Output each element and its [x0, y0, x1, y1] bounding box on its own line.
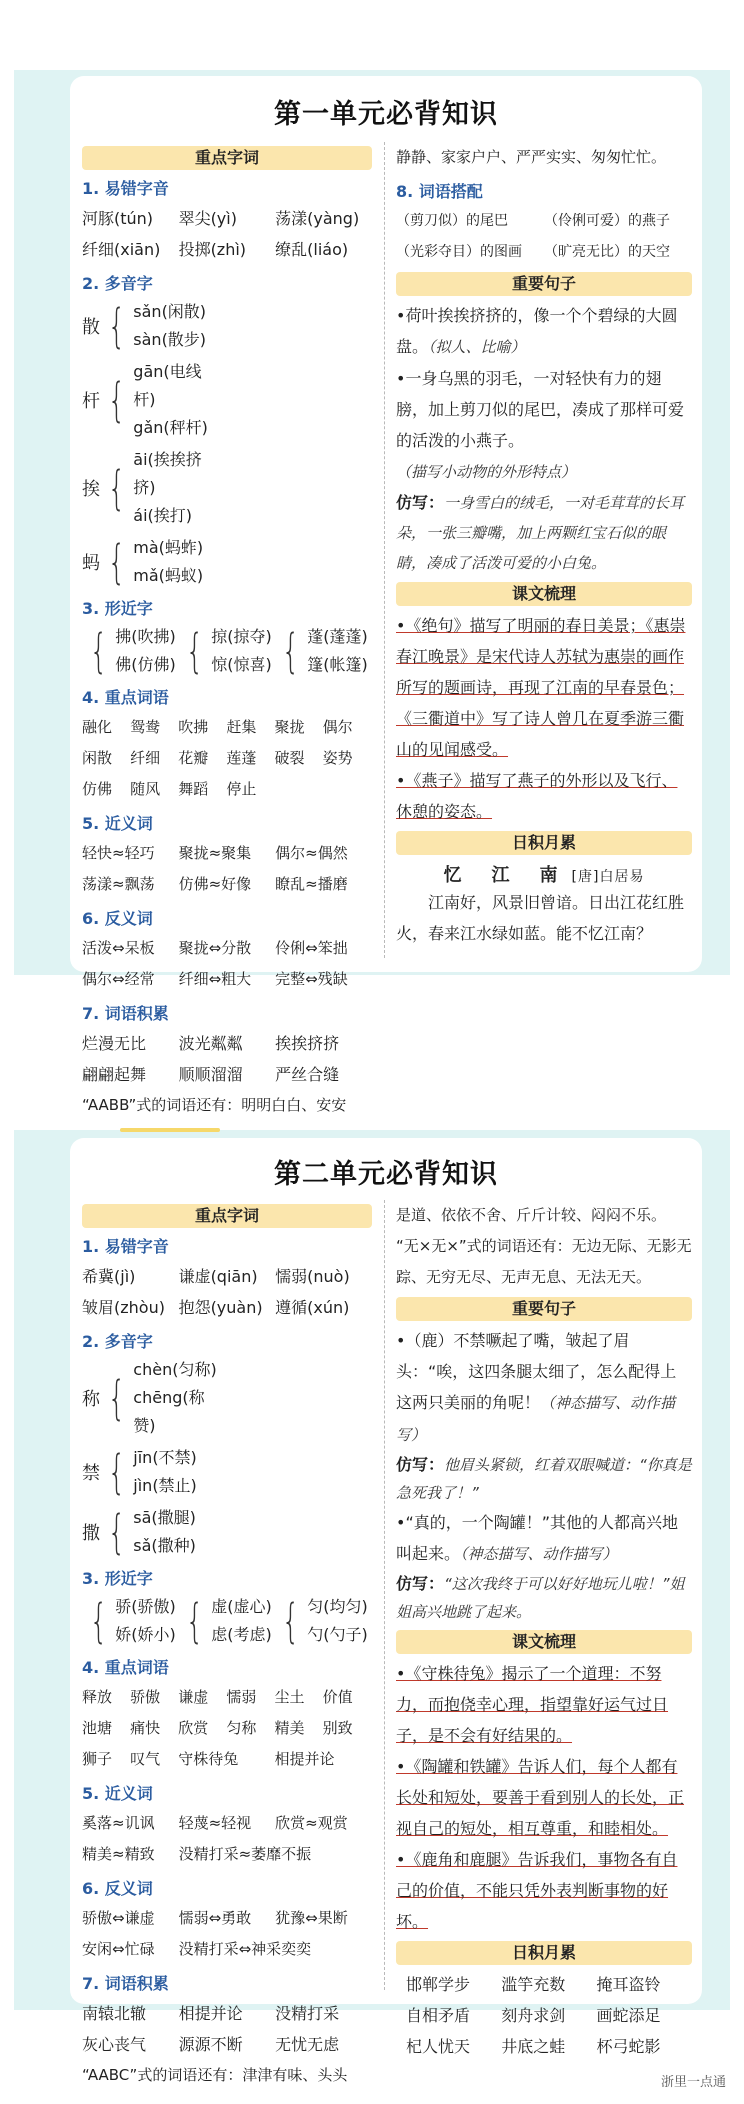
brace-icon: {	[185, 1594, 204, 1648]
similar-char: 篷(帐篷)	[307, 655, 368, 674]
list-item: 懦弱	[226, 1688, 257, 1706]
list-item: 骄傲	[130, 1688, 161, 1706]
list-item: 安闲⇔忙碌	[82, 1940, 155, 1958]
unit1-section-similar-chars: 3. 形近字	[82, 599, 153, 618]
list-item: 骄傲⇔谦虚	[82, 1909, 155, 1927]
list-item: 鸳鸯	[130, 718, 161, 736]
list-item: 顺顺溜溜	[178, 1065, 243, 1084]
list-item: 严丝合缝	[275, 1065, 340, 1084]
list-item: 纤细	[130, 749, 161, 767]
list-item: 偶尔⇔经常	[82, 970, 155, 988]
unit1-section-antonyms: 6. 反义词	[82, 909, 153, 928]
list-item: （光彩夺目）的图画	[396, 244, 522, 260]
polyphonic-group	[82, 358, 222, 442]
unit2-daily-header: 日积月累	[396, 1941, 692, 1965]
reading: ái(挨打)	[133, 506, 193, 525]
polyphonic-group	[82, 534, 222, 590]
polyphonic-char: 蚂	[82, 553, 100, 574]
brace-icon: {	[107, 535, 126, 589]
decorative-bar	[120, 1128, 220, 1132]
polyphonic-char: 挨	[82, 479, 100, 500]
unit1-card	[70, 76, 702, 1114]
unit2-similar-chars-list	[82, 1593, 372, 1649]
unit1-polyphonic-list	[82, 298, 372, 590]
list-item: （伶俐可爱）的燕子	[544, 213, 670, 229]
list-item: 滥竽充数	[501, 1975, 566, 1994]
list-item: 画蛇添足	[596, 2006, 661, 2025]
unit2-idioms-list	[396, 1969, 692, 2062]
similar-char: 虚(虚心)	[211, 1597, 272, 1616]
similar-char: 惊(惊喜)	[211, 655, 272, 674]
reading: chèn(匀称)	[133, 1360, 217, 1379]
column-divider	[384, 142, 385, 958]
list-item: 偶尔	[322, 718, 353, 736]
reading: gǎn(秤杆)	[133, 418, 208, 437]
unit2-section-accumulation: 7. 词语积累	[82, 1974, 169, 1993]
list-item: 仿佛≈好像	[178, 875, 252, 893]
polyphonic-char: 杆	[82, 391, 100, 412]
unit1-collocation-list	[396, 206, 692, 268]
list-item: 伶俐⇔笨拙	[275, 939, 348, 957]
unit2-wuxwux-note: “无×无×”式的词语还有：无边无际、无影无踪、无穷无尽、无声无息、无法无天。	[396, 1237, 692, 1286]
unit1-section-synonyms: 5. 近义词	[82, 814, 153, 833]
list-item: 相提并论	[274, 1750, 335, 1768]
reading: sā(撒腿)	[133, 1508, 196, 1527]
reading: jìn(禁止)	[133, 1476, 197, 1495]
brace-icon: {	[107, 373, 126, 427]
list-item: 无忧无虑	[275, 2035, 340, 2054]
reading: mà(蚂蚱)	[133, 538, 204, 557]
similar-char: 娇(娇小)	[115, 1625, 176, 1644]
list-item: 奚落≈讥讽	[82, 1814, 155, 1832]
similar-group	[82, 1593, 178, 1649]
unit1-antonyms-list	[82, 933, 372, 995]
unit1-section-collocation: 8. 词语搭配	[396, 182, 483, 201]
unit1-similar-chars-list	[82, 623, 372, 679]
list-item: 抱怨(yuàn)	[178, 1298, 263, 1317]
imitation-label: 仿写：	[396, 1455, 445, 1474]
poem-author: [唐]白居易	[571, 869, 645, 885]
list-item: 聚拢≈聚集	[178, 844, 252, 862]
polyphonic-group	[82, 1444, 222, 1500]
list-item: 犹豫⇔果断	[275, 1909, 348, 1927]
sentence-note: （神态描写、动作描写）	[396, 1394, 676, 1444]
reading: gān(电线杆)	[133, 362, 202, 409]
similar-char: 骄(骄傲)	[115, 1597, 176, 1616]
unit1-section-pronunciation: 1. 易错字音	[82, 179, 169, 198]
similar-char: 勺(勺子)	[307, 1625, 368, 1644]
list-item: 灰心丧气	[82, 2035, 147, 2054]
polyphonic-char: 称	[82, 1389, 100, 1410]
brace-icon: {	[107, 461, 126, 515]
polyphonic-group	[82, 446, 222, 530]
list-item: 痛快	[130, 1719, 161, 1737]
list-item: 希冀(jì)	[82, 1267, 136, 1286]
list-item: （旷亮无比）的天空	[544, 244, 670, 260]
list-item: 荡漾≈飘荡	[82, 875, 155, 893]
unit1-section-accumulation: 7. 词语积累	[82, 1004, 169, 1023]
unit2-text-summary-2: •《陶罐和铁罐》告诉人们，每个人都有长处和短处，要善于看到别人的长处，正视自己的短处，相互尊重，和睦相处。	[396, 1757, 685, 1838]
unit2-key-words-header: 重点字词	[82, 1204, 372, 1228]
unit1-title: 第一单元必背知识	[274, 99, 498, 130]
poem-title-text: 忆 江 南	[443, 865, 564, 886]
polyphonic-char: 散	[82, 317, 100, 338]
list-item: 狮子	[82, 1750, 113, 1768]
polyphonic-group	[82, 1356, 222, 1440]
footer-watermark: 浙里一点通	[660, 2075, 726, 2090]
unit1-accumulation-list	[82, 1028, 372, 1090]
list-item: 仿佛	[82, 780, 113, 798]
list-item: 缭乱(liáo)	[275, 240, 349, 259]
poem-title	[396, 861, 692, 887]
unit2-imitation-2	[396, 1570, 692, 1626]
polyphonic-char: 撒	[82, 1523, 100, 1544]
list-item: 翩翩起舞	[82, 1065, 147, 1084]
brace-icon: {	[281, 1594, 300, 1648]
list-item: 懦弱⇔勇敢	[178, 1909, 252, 1927]
reading: āi(挨挨挤挤)	[133, 450, 202, 497]
polyphonic-group	[82, 298, 222, 354]
brace-icon: {	[107, 299, 126, 353]
list-item: 烂漫无比	[82, 1034, 147, 1053]
reading: sàn(散步)	[133, 330, 207, 349]
unit1-aabb-continued: 静静、家家户户、严严实实、匆匆忙忙。	[396, 148, 667, 166]
reading: sǎn(闲散)	[133, 302, 207, 321]
list-item: 池塘	[82, 1719, 113, 1737]
list-item: 破裂	[274, 749, 305, 767]
list-item: 翠尖(yì)	[178, 209, 237, 228]
unit2-section-synonyms: 5. 近义词	[82, 1784, 153, 1803]
unit2-section-pronunciation: 1. 易错字音	[82, 1237, 169, 1256]
unit2-synonyms-list	[82, 1808, 372, 1870]
unit1-right-column	[396, 142, 692, 949]
list-item: 荡漾(yàng)	[275, 209, 360, 228]
brace-icon: {	[107, 1371, 126, 1425]
unit1-daily-header: 日积月累	[396, 831, 692, 855]
brace-icon: {	[281, 624, 300, 678]
unit2-aabc-note: “AABC”式的词语还有：津津有味、头头	[82, 2066, 348, 2084]
unit1-aabb-note: “AABB”式的词语还有：明明白白、安安	[82, 1096, 347, 1114]
list-item: 瞭乱≈播磨	[275, 875, 348, 893]
unit1-imitation	[396, 488, 692, 578]
unit2-text-summary-1: •《守株待兔》揭示了一个道理：不努力，而抱侥幸心理，指望靠好运气过日子，是不会有好结果的。	[396, 1664, 669, 1745]
similar-char: 蓬(蓬蓬)	[307, 627, 368, 646]
brace-icon: {	[107, 1505, 126, 1559]
list-item: （剪刀似）的尾巴	[396, 213, 508, 229]
brace-icon: {	[185, 624, 204, 678]
similar-char: 匀(均匀)	[307, 1597, 368, 1616]
unit2-accumulation-list	[82, 1998, 372, 2060]
unit2-sentences-header: 重要句子	[396, 1297, 692, 1321]
unit2-antonyms-list	[82, 1903, 372, 1965]
polyphonic-group	[82, 1504, 222, 1560]
list-item: 相提并论	[178, 2004, 243, 2023]
list-item: 纤细(xiān)	[82, 240, 161, 259]
unit1-sentence-2	[396, 363, 692, 488]
list-item: 轻蔑≈轻视	[178, 1814, 252, 1832]
list-item: 懦弱(nuò)	[275, 1267, 350, 1286]
reading: chēng(称赞)	[133, 1388, 205, 1435]
list-item: 花瓣	[178, 749, 209, 767]
list-item: 遵循(xún)	[275, 1298, 350, 1317]
list-item: 随风	[130, 780, 161, 798]
sentence-text: •荷叶挨挨挤挤的，像一个个碧绿的大圆盘。	[396, 306, 678, 356]
list-item: 吹拂	[178, 718, 209, 736]
unit2-left-column	[82, 1200, 372, 2091]
list-item: 波光粼粼	[178, 1034, 243, 1053]
list-item: 聚拢	[274, 718, 305, 736]
list-item: 莲蓬	[226, 749, 257, 767]
unit1-sentences-header: 重要句子	[396, 272, 692, 296]
list-item: 闲散	[82, 749, 113, 767]
similar-char: 掠(掠夺)	[211, 627, 272, 646]
poem-body: 江南好，风景旧曾谙。日出江花红胜火，春来江水绿如蓝。能不忆江南？	[396, 893, 685, 943]
list-item: 没精打采	[275, 2004, 340, 2023]
list-item: 南辕北辙	[82, 2004, 147, 2023]
list-item: 守株待兔	[178, 1750, 239, 1768]
unit2-imitation-1	[396, 1451, 692, 1507]
unit2-text-summary-header: 课文梳理	[396, 1630, 692, 1654]
column-divider	[384, 1200, 385, 1990]
list-item: 赶集	[226, 718, 257, 736]
list-item: 价值	[322, 1688, 353, 1706]
list-item: 自相矛盾	[406, 2006, 471, 2025]
list-item: 完整⇔残缺	[275, 970, 348, 988]
unit1-text-summary-2: •《燕子》描写了燕子的外形以及飞行、休憩的姿态。	[396, 771, 678, 821]
similar-char: 佛(仿佛)	[115, 655, 176, 674]
list-item: 刻舟求剑	[501, 2006, 566, 2025]
unit2-sentence-2	[396, 1507, 692, 1570]
list-item: 杞人忧天	[406, 2037, 471, 2056]
unit1-section-key-words: 4. 重点词语	[82, 688, 169, 707]
reading: mǎ(蚂蚁)	[133, 566, 204, 585]
list-item: 掩耳盗铃	[596, 1975, 661, 1994]
imitation-label: 仿写：	[396, 1574, 445, 1593]
unit1-sentence-1	[396, 300, 692, 363]
unit2-polyphonic-list	[82, 1356, 372, 1560]
imitation-label: 仿写：	[396, 493, 445, 512]
list-item: 谦虚(qiān)	[178, 1267, 258, 1286]
brace-icon: {	[89, 1594, 108, 1648]
list-item: 精美≈精致	[82, 1845, 155, 1863]
unit1-section-polyphonic: 2. 多音字	[82, 274, 153, 293]
list-item: 融化	[82, 718, 113, 736]
list-item: 欣赏	[178, 1719, 209, 1737]
unit2-title: 第二单元必背知识	[274, 1159, 498, 1190]
similar-group	[178, 1593, 274, 1649]
sentence-note: （拟人、比喻）	[428, 338, 526, 356]
list-item: 别致	[322, 1719, 353, 1737]
sentence-note: （神态描写、动作描写）	[460, 1545, 618, 1563]
list-item: 释放	[82, 1688, 113, 1706]
list-item: 偶尔≈偶然	[275, 844, 348, 862]
unit2-aabc-continued: 是道、依依不舍、斤斤计较、闷闷不乐。	[396, 1206, 667, 1224]
list-item: 精美	[274, 1719, 305, 1737]
unit2-section-similar-chars: 3. 形近字	[82, 1569, 153, 1588]
list-item: 舞蹈	[178, 780, 209, 798]
unit1-text-summary-header: 课文梳理	[396, 582, 692, 606]
list-item: 轻快≈轻巧	[82, 844, 155, 862]
unit1-key-words-header: 重点字词	[82, 146, 372, 170]
polyphonic-char: 禁	[82, 1463, 100, 1484]
unit2-section-key-words: 4. 重点词语	[82, 1658, 169, 1677]
unit1-key-words-list	[82, 712, 372, 805]
unit2-card	[70, 1138, 702, 2084]
list-item: 纤细⇔粗大	[178, 970, 252, 988]
list-item: 没精打采≈萎靡不振	[178, 1845, 312, 1863]
unit1-text-summary-1: •《绝句》描写了明丽的春日美景；《惠崇春江晚景》是宋代诗人苏轼为惠崇的画作所写的题画诗，再现了江南的早春景色；《三衢道中》写了诗人曾几在夏季游三衢山的见闻感受。	[396, 616, 686, 759]
unit1-left-column	[82, 142, 372, 1121]
unit1-pronunciation-list	[82, 203, 372, 265]
sentence-text: •“真的，一个陶罐！”其他的人都高兴地叫起来。	[396, 1513, 679, 1563]
sentence-note: （描写小动物的外形特点）	[396, 463, 577, 481]
unit2-key-words-list	[82, 1682, 372, 1775]
list-item: 尘土	[274, 1688, 305, 1706]
unit2-text-summary-3: •《鹿角和鹿腿》告诉我们，事物各有自己的价值，不能只凭外表判断事物的好坏。	[396, 1850, 678, 1931]
list-item: 叹气	[130, 1750, 161, 1768]
imitation-text: “这次我终于可以好好地玩儿啦！”姐姐高兴地跳了起来。	[396, 1575, 685, 1621]
unit2-section-polyphonic: 2. 多音字	[82, 1332, 153, 1351]
similar-group	[274, 623, 370, 679]
list-item: 源源不断	[178, 2035, 243, 2054]
brace-icon: {	[107, 1445, 126, 1499]
list-item: 挨挨挤挤	[275, 1034, 340, 1053]
brace-icon: {	[89, 624, 108, 678]
similar-group	[178, 623, 274, 679]
unit1-synonyms-list	[82, 838, 372, 900]
unit2-section-antonyms: 6. 反义词	[82, 1879, 153, 1898]
reading: jīn(不禁)	[133, 1448, 197, 1467]
list-item: 皱眉(zhòu)	[82, 1298, 165, 1317]
similar-group	[82, 623, 178, 679]
list-item: 停止	[226, 780, 257, 798]
unit2-pronunciation-list	[82, 1261, 372, 1323]
sentence-text: •一身乌黑的羽毛，一对轻快有力的翅膀，加上剪刀似的尾巴，凑成了那样可爱的活泼的小燕子。	[396, 369, 685, 450]
similar-char: 拂(吹拂)	[115, 627, 176, 646]
reading: sǎ(撒种)	[133, 1536, 196, 1555]
list-item: 姿势	[322, 749, 353, 767]
list-item: 活泼⇔呆板	[82, 939, 155, 957]
sentence-text: •（鹿）不禁噘起了嘴，皱起了眉头：“唉，这四条腿太细了，怎么配得上这两只美丽的角呢！	[396, 1331, 677, 1412]
list-item: 聚拢⇔分散	[178, 939, 252, 957]
unit2-right-column	[396, 1200, 692, 2062]
list-item: 投掷(zhì)	[178, 240, 247, 259]
similar-char: 虑(考虑)	[211, 1625, 272, 1644]
list-item: 河豚(tún)	[82, 209, 154, 228]
list-item: 杯弓蛇影	[596, 2037, 661, 2056]
imitation-text: 他眉头紧锁，红着双眼喊道：“你真是急死我了！”	[396, 1456, 692, 1502]
list-item: 欣赏≈观赏	[275, 1814, 348, 1832]
list-item: 匀称	[226, 1719, 257, 1737]
list-item: 谦虚	[178, 1688, 209, 1706]
list-item: 没精打采⇔神采奕奕	[178, 1940, 312, 1958]
imitation-text: 一身雪白的绒毛，一对毛茸茸的长耳朵，一张三瓣嘴，加上两颗红宝石似的眼睛，凑成了活泼可爱的小白兔。	[396, 494, 685, 572]
list-item: 邯郸学步	[406, 1975, 471, 1994]
similar-group	[274, 1593, 370, 1649]
list-item: 井底之蛙	[501, 2037, 566, 2056]
unit2-sentence-1	[396, 1325, 692, 1451]
